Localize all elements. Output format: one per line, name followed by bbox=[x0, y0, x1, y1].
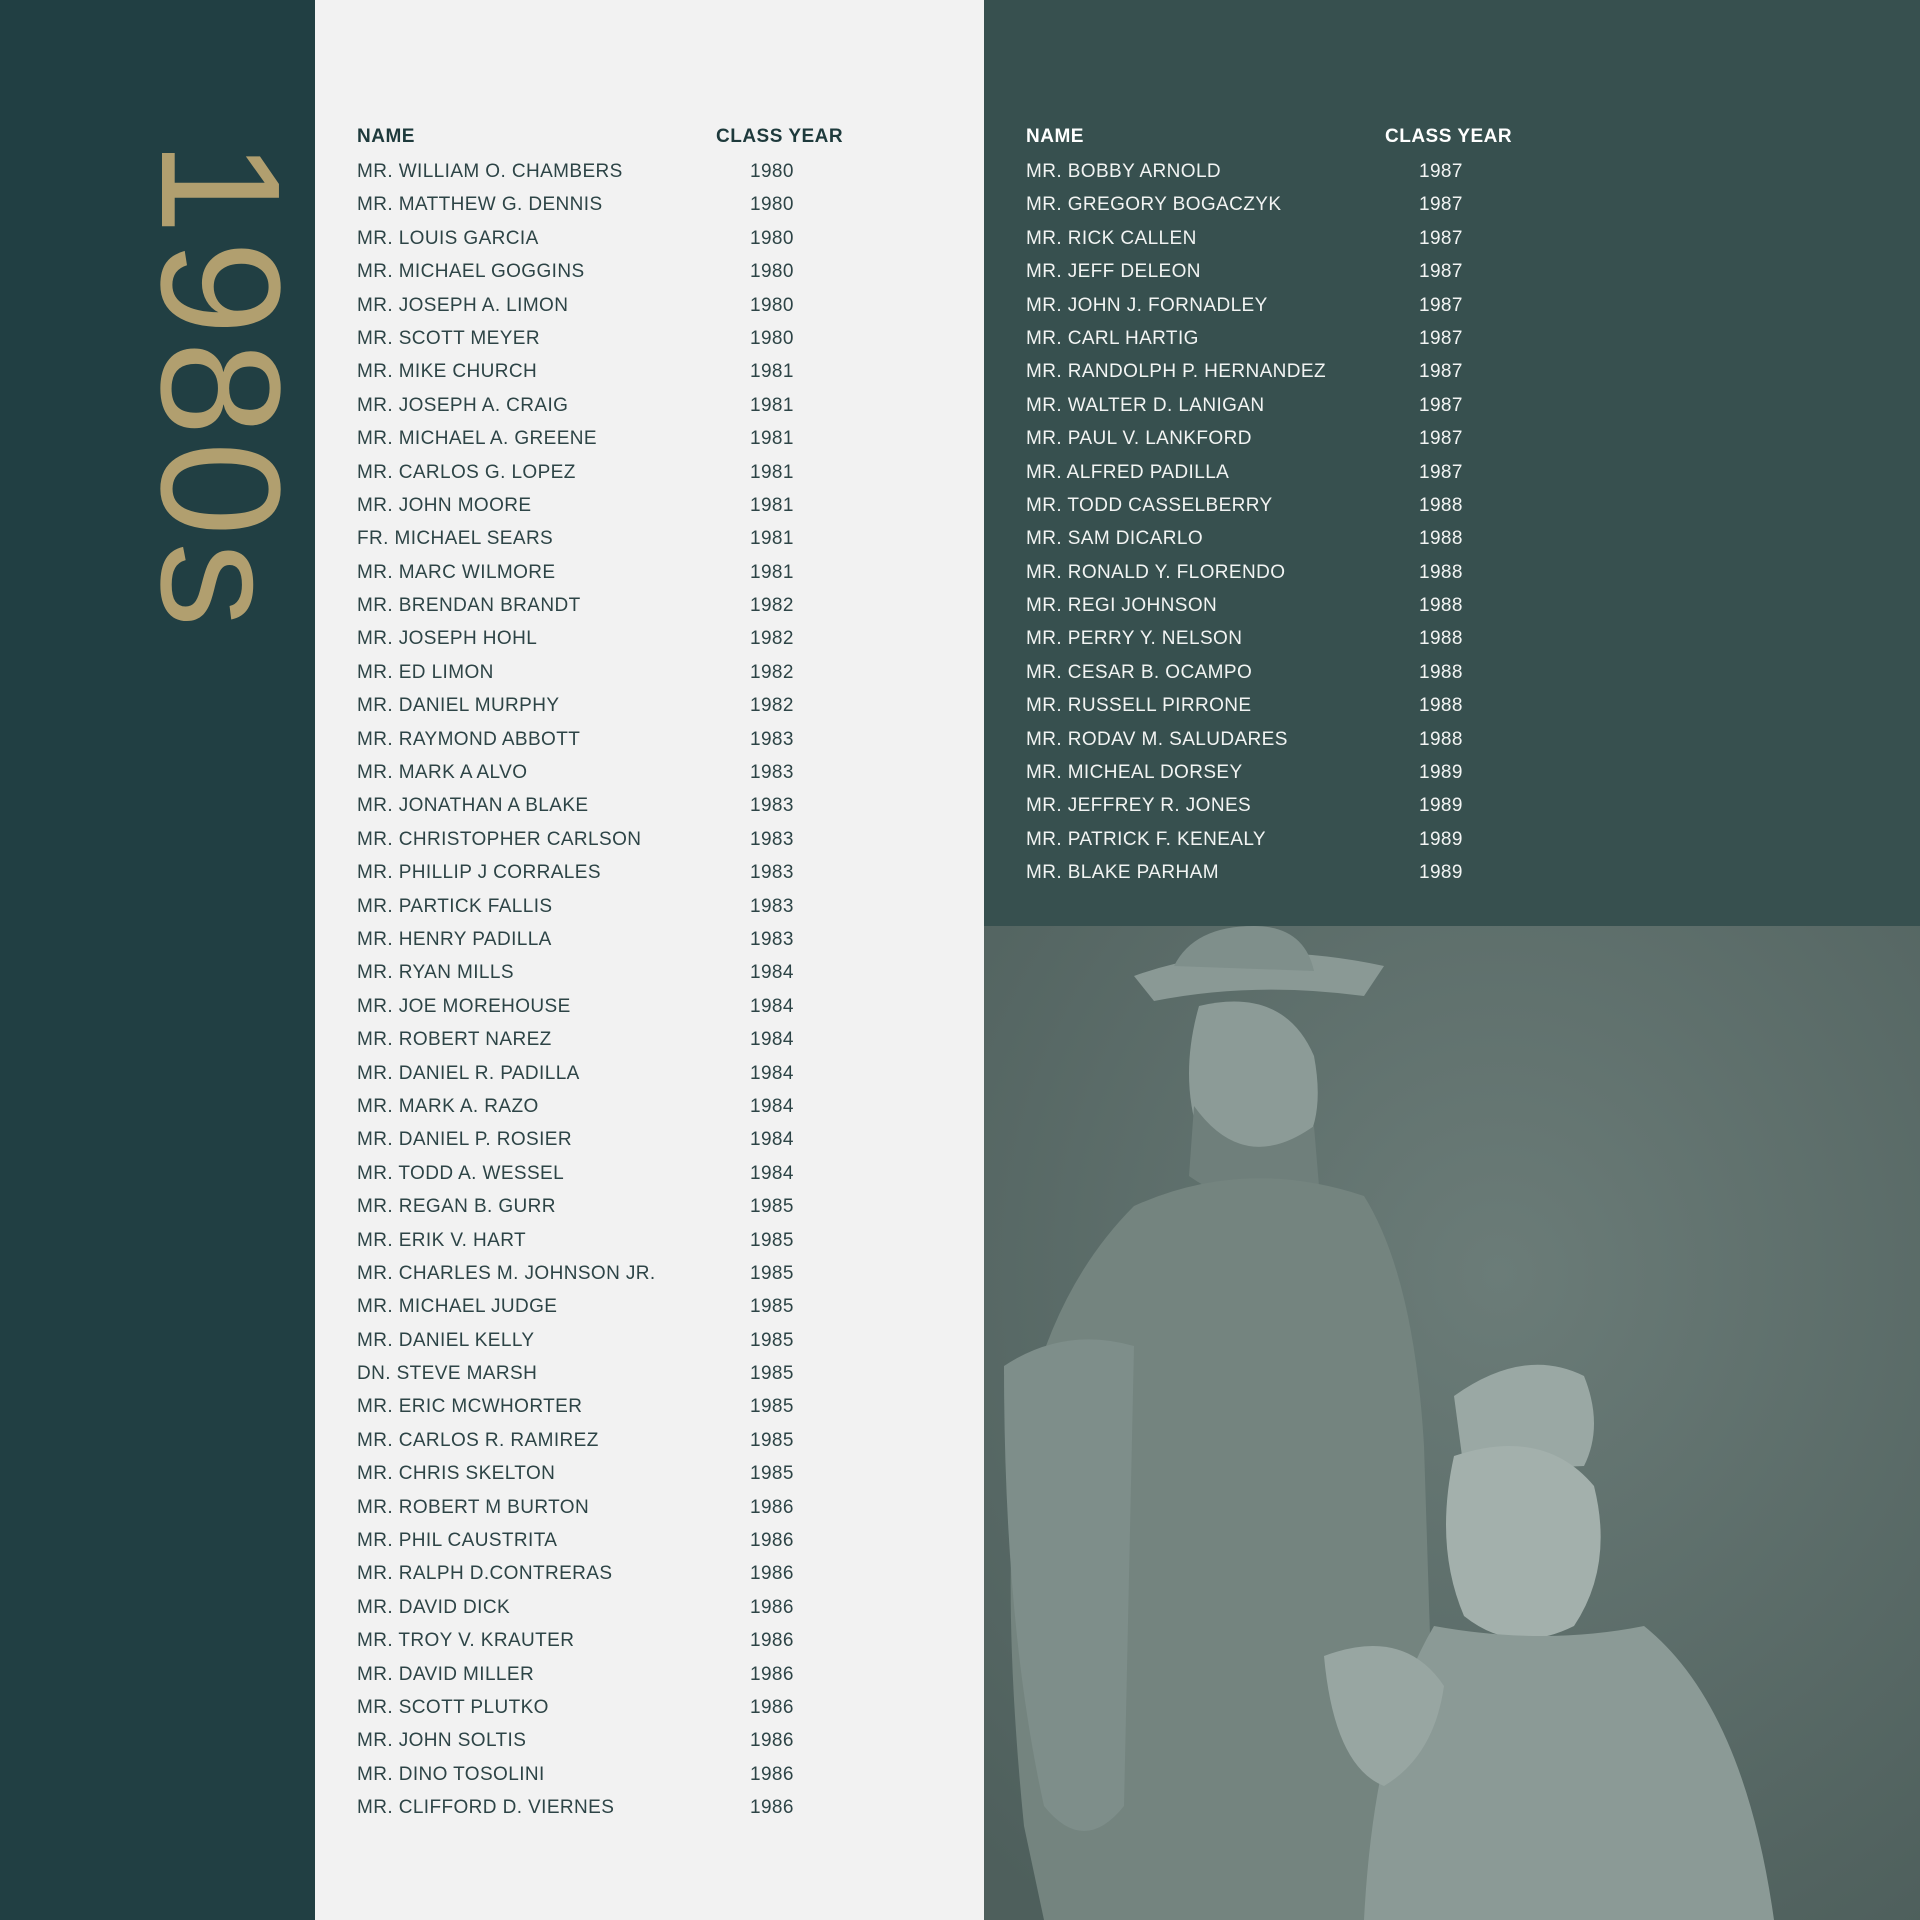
class-year: 1980 bbox=[750, 161, 794, 182]
class-year: 1983 bbox=[750, 762, 794, 784]
class-year: 1982 bbox=[750, 661, 794, 683]
roster-row bbox=[315, 925, 984, 958]
class-year: 1984 bbox=[750, 995, 794, 1017]
class-year: 1987 bbox=[1419, 227, 1463, 249]
class-year: 1987 bbox=[1419, 428, 1463, 450]
roster-row bbox=[315, 524, 984, 557]
roster-row bbox=[315, 1559, 984, 1592]
right-roster-list bbox=[984, 157, 1920, 892]
member-name: MR. REGI JOHNSON bbox=[1026, 595, 1218, 617]
roster-row bbox=[315, 658, 984, 691]
member-name: MR. BOBBY ARNOLD bbox=[1026, 161, 1222, 182]
member-name: MR. MICHEAL DORSEY bbox=[1026, 762, 1243, 784]
roster-row bbox=[315, 458, 984, 491]
class-year: 1988 bbox=[1419, 695, 1463, 717]
roster-row bbox=[315, 825, 984, 858]
member-name: MR. DINO TOSOLINI bbox=[357, 1763, 545, 1785]
member-name: MR. ALFRED PADILLA bbox=[1026, 461, 1230, 483]
class-year-column-header: CLASS YEAR bbox=[1385, 126, 1513, 147]
roster-row bbox=[315, 591, 984, 624]
class-year: 1981 bbox=[750, 494, 794, 516]
member-name: MR. LOUIS GARCIA bbox=[357, 227, 539, 249]
class-year: 1981 bbox=[750, 361, 794, 383]
member-name: MR. TROY V. KRAUTER bbox=[357, 1630, 575, 1652]
roster-row bbox=[315, 758, 984, 791]
member-name: MR. ROBERT M BURTON bbox=[357, 1496, 590, 1518]
member-name: MR. DANIEL MURPHY bbox=[357, 695, 560, 717]
member-name: MR. WALTER D. LANIGAN bbox=[1026, 394, 1265, 416]
roster-row bbox=[315, 391, 984, 424]
right-roster-backdrop bbox=[984, 0, 1920, 926]
roster-row bbox=[315, 1426, 984, 1459]
class-year: 1985 bbox=[750, 1262, 794, 1284]
roster-row bbox=[984, 658, 1920, 691]
member-name: MR. JONATHAN A BLAKE bbox=[357, 795, 589, 817]
roster-row bbox=[315, 1025, 984, 1058]
class-year: 1985 bbox=[750, 1363, 794, 1385]
member-name: MR. CARLOS G. LOPEZ bbox=[357, 461, 576, 483]
member-name: DN. STEVE MARSH bbox=[357, 1363, 538, 1385]
member-name: MR. PHILLIP J CORRALES bbox=[357, 862, 601, 884]
roster-row bbox=[315, 1459, 984, 1492]
class-year: 1988 bbox=[1419, 661, 1463, 683]
class-year: 1986 bbox=[750, 1563, 794, 1585]
roster-row bbox=[984, 257, 1920, 290]
class-year: 1987 bbox=[1419, 194, 1463, 216]
member-name: MR. PARTICK FALLIS bbox=[357, 895, 553, 917]
class-year: 1989 bbox=[1419, 795, 1463, 817]
class-year: 1984 bbox=[750, 1095, 794, 1117]
member-name: MR. GREGORY BOGACZYK bbox=[1026, 194, 1282, 216]
member-name: MR. RONALD Y. FLORENDO bbox=[1026, 561, 1286, 583]
roster-row bbox=[315, 958, 984, 991]
class-year: 1986 bbox=[750, 1763, 794, 1785]
roster-row bbox=[315, 1660, 984, 1693]
class-year: 1989 bbox=[1419, 762, 1463, 784]
class-year: 1983 bbox=[750, 862, 794, 884]
roster-row bbox=[315, 1593, 984, 1626]
member-name: MR. TODD A. WESSEL bbox=[357, 1162, 565, 1184]
member-name: MR. MICHAEL A. GREENE bbox=[357, 428, 597, 450]
class-year: 1980 bbox=[750, 194, 794, 216]
class-year: 1982 bbox=[750, 595, 794, 617]
roster-row bbox=[315, 1092, 984, 1125]
class-year: 1983 bbox=[750, 795, 794, 817]
class-year: 1986 bbox=[750, 1496, 794, 1518]
member-name: MR. PAUL V. LANKFORD bbox=[1026, 428, 1252, 450]
right-roster-panel bbox=[984, 0, 1920, 1920]
member-name: MR. MICHAEL GOGGINS bbox=[357, 261, 585, 283]
roster-row bbox=[315, 291, 984, 324]
class-year: 1985 bbox=[750, 1196, 794, 1218]
member-name: MR. CLIFFORD D. VIERNES bbox=[357, 1797, 615, 1819]
class-year: 1983 bbox=[750, 895, 794, 917]
class-year: 1986 bbox=[750, 1530, 794, 1552]
class-year: 1983 bbox=[750, 928, 794, 950]
roster-row bbox=[984, 190, 1920, 223]
left-roster-list bbox=[315, 157, 984, 1827]
member-name: MR. RANDOLPH P. HERNANDEZ bbox=[1026, 361, 1326, 383]
class-year: 1980 bbox=[750, 227, 794, 249]
class-year: 1988 bbox=[1419, 595, 1463, 617]
class-year: 1987 bbox=[1419, 327, 1463, 349]
roster-row bbox=[315, 1292, 984, 1325]
class-year: 1987 bbox=[1419, 461, 1463, 483]
member-name: MR. BLAKE PARHAM bbox=[1026, 862, 1219, 884]
roster-row bbox=[315, 157, 984, 190]
member-name: MR. MICHAEL JUDGE bbox=[357, 1296, 558, 1318]
roster-row bbox=[984, 224, 1920, 257]
roster-row bbox=[315, 725, 984, 758]
member-name: MR. JEFFREY R. JONES bbox=[1026, 795, 1252, 817]
member-name: MR. SCOTT MEYER bbox=[357, 327, 540, 349]
roster-row bbox=[984, 291, 1920, 324]
class-year: 1984 bbox=[750, 1062, 794, 1084]
class-year: 1984 bbox=[750, 1129, 794, 1151]
class-year: 1981 bbox=[750, 428, 794, 450]
roster-row bbox=[315, 1493, 984, 1526]
statue-illustration bbox=[984, 926, 1920, 1920]
class-year: 1980 bbox=[750, 294, 794, 316]
member-name: MR. SCOTT PLUTKO bbox=[357, 1696, 549, 1718]
member-name: MR. JEFF DELEON bbox=[1026, 261, 1201, 283]
class-year: 1988 bbox=[1419, 528, 1463, 550]
class-year: 1985 bbox=[750, 1329, 794, 1351]
name-column-header: NAME bbox=[357, 126, 415, 147]
class-year: 1989 bbox=[1419, 828, 1463, 850]
member-name: MR. RUSSELL PIRRONE bbox=[1026, 695, 1252, 717]
roster-row bbox=[315, 1359, 984, 1392]
member-name: MR. DAVID MILLER bbox=[357, 1663, 535, 1685]
member-name: MR. JOHN MOORE bbox=[357, 494, 532, 516]
roster-row bbox=[315, 992, 984, 1025]
member-name: MR. MIKE CHURCH bbox=[357, 361, 538, 383]
member-name: MR. CHRISTOPHER CARLSON bbox=[357, 828, 642, 850]
member-name: MR. DANIEL R. PADILLA bbox=[357, 1062, 580, 1084]
left-roster-panel bbox=[315, 0, 984, 1920]
class-year-column-header: CLASS YEAR bbox=[716, 126, 844, 147]
decade-title: 1980s bbox=[125, 140, 315, 634]
roster-row bbox=[315, 1059, 984, 1092]
member-name: MR. ROBERT NAREZ bbox=[357, 1029, 552, 1051]
roster-row bbox=[315, 1259, 984, 1292]
class-year: 1982 bbox=[750, 628, 794, 650]
class-year: 1986 bbox=[750, 1663, 794, 1685]
class-year: 1988 bbox=[1419, 494, 1463, 516]
class-year: 1981 bbox=[750, 461, 794, 483]
member-name: MR. REGAN B. GURR bbox=[357, 1196, 556, 1218]
roster-row bbox=[984, 624, 1920, 657]
class-year: 1985 bbox=[750, 1396, 794, 1418]
roster-row bbox=[984, 424, 1920, 457]
member-name: MR. JOE MOREHOUSE bbox=[357, 995, 571, 1017]
member-name: MR. PATRICK F. KENEALY bbox=[1026, 828, 1267, 850]
class-year: 1986 bbox=[750, 1630, 794, 1652]
roster-row bbox=[315, 892, 984, 925]
roster-row bbox=[984, 524, 1920, 557]
member-name: MR. ERIC MCWHORTER bbox=[357, 1396, 583, 1418]
roster-row bbox=[315, 691, 984, 724]
roster-row bbox=[984, 791, 1920, 824]
class-year: 1981 bbox=[750, 394, 794, 416]
roster-row bbox=[315, 491, 984, 524]
roster-row bbox=[984, 491, 1920, 524]
class-year: 1986 bbox=[750, 1696, 794, 1718]
member-name: MR. MARC WILMORE bbox=[357, 561, 556, 583]
class-year: 1984 bbox=[750, 1162, 794, 1184]
member-name: MR. CESAR B. OCAMPO bbox=[1026, 661, 1253, 683]
class-year: 1989 bbox=[1419, 862, 1463, 884]
class-year: 1987 bbox=[1419, 161, 1463, 182]
class-year: 1984 bbox=[750, 1029, 794, 1051]
roster-row bbox=[984, 458, 1920, 491]
class-year: 1987 bbox=[1419, 261, 1463, 283]
roster-row bbox=[315, 624, 984, 657]
member-name: MR. CHRIS SKELTON bbox=[357, 1463, 556, 1485]
class-year: 1985 bbox=[750, 1229, 794, 1251]
member-name: FR. MICHAEL SEARS bbox=[357, 528, 554, 550]
class-year: 1987 bbox=[1419, 394, 1463, 416]
class-year: 1983 bbox=[750, 828, 794, 850]
class-year: 1981 bbox=[750, 528, 794, 550]
roster-row bbox=[315, 1526, 984, 1559]
class-year: 1986 bbox=[750, 1797, 794, 1819]
roster-row bbox=[315, 257, 984, 290]
class-year: 1986 bbox=[750, 1596, 794, 1618]
roster-row bbox=[315, 190, 984, 223]
member-name: MR. PHIL CAUSTRITA bbox=[357, 1530, 558, 1552]
roster-row bbox=[984, 157, 1920, 190]
class-year: 1980 bbox=[750, 261, 794, 283]
member-name: MR. JOSEPH A. CRAIG bbox=[357, 394, 569, 416]
member-name: MR. RALPH D.CONTRERAS bbox=[357, 1563, 613, 1585]
member-name: MR. RICK CALLEN bbox=[1026, 227, 1197, 249]
roster-row bbox=[315, 324, 984, 357]
roster-row bbox=[315, 858, 984, 891]
class-year: 1988 bbox=[1419, 728, 1463, 750]
member-name: MR. PERRY Y. NELSON bbox=[1026, 628, 1243, 650]
member-name: MR. JOSEPH A. LIMON bbox=[357, 294, 569, 316]
class-year: 1981 bbox=[750, 561, 794, 583]
member-name: MR. HENRY PADILLA bbox=[357, 928, 552, 950]
member-name: MR. MATTHEW G. DENNIS bbox=[357, 194, 603, 216]
roster-row bbox=[315, 558, 984, 591]
member-name: MR. RODAV M. SALUDARES bbox=[1026, 728, 1288, 750]
roster-row bbox=[984, 858, 1920, 891]
member-name: MR. RAYMOND ABBOTT bbox=[357, 728, 581, 750]
member-name: MR. ERIK V. HART bbox=[357, 1229, 526, 1251]
member-name: MR. JOSEPH HOHL bbox=[357, 628, 538, 650]
roster-row bbox=[315, 224, 984, 257]
member-name: MR. MARK A ALVO bbox=[357, 762, 528, 784]
class-year: 1986 bbox=[750, 1730, 794, 1752]
member-name: MR. DANIEL P. ROSIER bbox=[357, 1129, 572, 1151]
roster-row bbox=[315, 1392, 984, 1425]
class-year: 1980 bbox=[750, 327, 794, 349]
roster-row bbox=[984, 357, 1920, 390]
class-year: 1984 bbox=[750, 962, 794, 984]
member-name: MR. ED LIMON bbox=[357, 661, 494, 683]
member-name: MR. TODD CASSELBERRY bbox=[1026, 494, 1273, 516]
member-name: MR. BRENDAN BRANDT bbox=[357, 595, 581, 617]
class-year: 1985 bbox=[750, 1429, 794, 1451]
class-year: 1987 bbox=[1419, 294, 1463, 316]
class-year: 1983 bbox=[750, 728, 794, 750]
roster-row bbox=[315, 357, 984, 390]
name-column-header: NAME bbox=[1026, 126, 1084, 147]
roster-row bbox=[315, 424, 984, 457]
class-year: 1985 bbox=[750, 1296, 794, 1318]
roster-row bbox=[315, 1760, 984, 1793]
member-name: MR. WILLIAM O. CHAMBERS bbox=[357, 161, 623, 182]
roster-row bbox=[315, 1726, 984, 1759]
roster-row bbox=[984, 558, 1920, 591]
class-year: 1985 bbox=[750, 1463, 794, 1485]
roster-row bbox=[315, 1125, 984, 1158]
roster-row bbox=[315, 1159, 984, 1192]
roster-row bbox=[984, 324, 1920, 357]
roster-row bbox=[315, 1326, 984, 1359]
roster-row bbox=[315, 1693, 984, 1726]
roster-row bbox=[984, 691, 1920, 724]
roster-row bbox=[984, 825, 1920, 858]
class-year: 1982 bbox=[750, 695, 794, 717]
class-year: 1987 bbox=[1419, 361, 1463, 383]
roster-row bbox=[315, 1192, 984, 1225]
member-name: MR. SAM DICARLO bbox=[1026, 528, 1204, 550]
roster-row bbox=[984, 391, 1920, 424]
roster-row bbox=[984, 758, 1920, 791]
member-name: MR. MARK A. RAZO bbox=[357, 1095, 539, 1117]
roster-row bbox=[315, 1793, 984, 1826]
class-year: 1988 bbox=[1419, 561, 1463, 583]
member-name: MR. JOHN J. FORNADLEY bbox=[1026, 294, 1268, 316]
roster-row bbox=[984, 591, 1920, 624]
roster-row bbox=[984, 725, 1920, 758]
roster-row bbox=[315, 1226, 984, 1259]
member-name: MR. CARLOS R. RAMIREZ bbox=[357, 1429, 599, 1451]
member-name: MR. JOHN SOLTIS bbox=[357, 1730, 527, 1752]
roster-row bbox=[315, 791, 984, 824]
member-name: MR. DAVID DICK bbox=[357, 1596, 511, 1618]
member-name: MR. RYAN MILLS bbox=[357, 962, 514, 984]
member-name: MR. CARL HARTIG bbox=[1026, 327, 1199, 349]
member-name: MR. DANIEL KELLY bbox=[357, 1329, 535, 1351]
class-year: 1988 bbox=[1419, 628, 1463, 650]
roster-row bbox=[315, 1626, 984, 1659]
member-name: MR. CHARLES M. JOHNSON JR. bbox=[357, 1262, 656, 1284]
